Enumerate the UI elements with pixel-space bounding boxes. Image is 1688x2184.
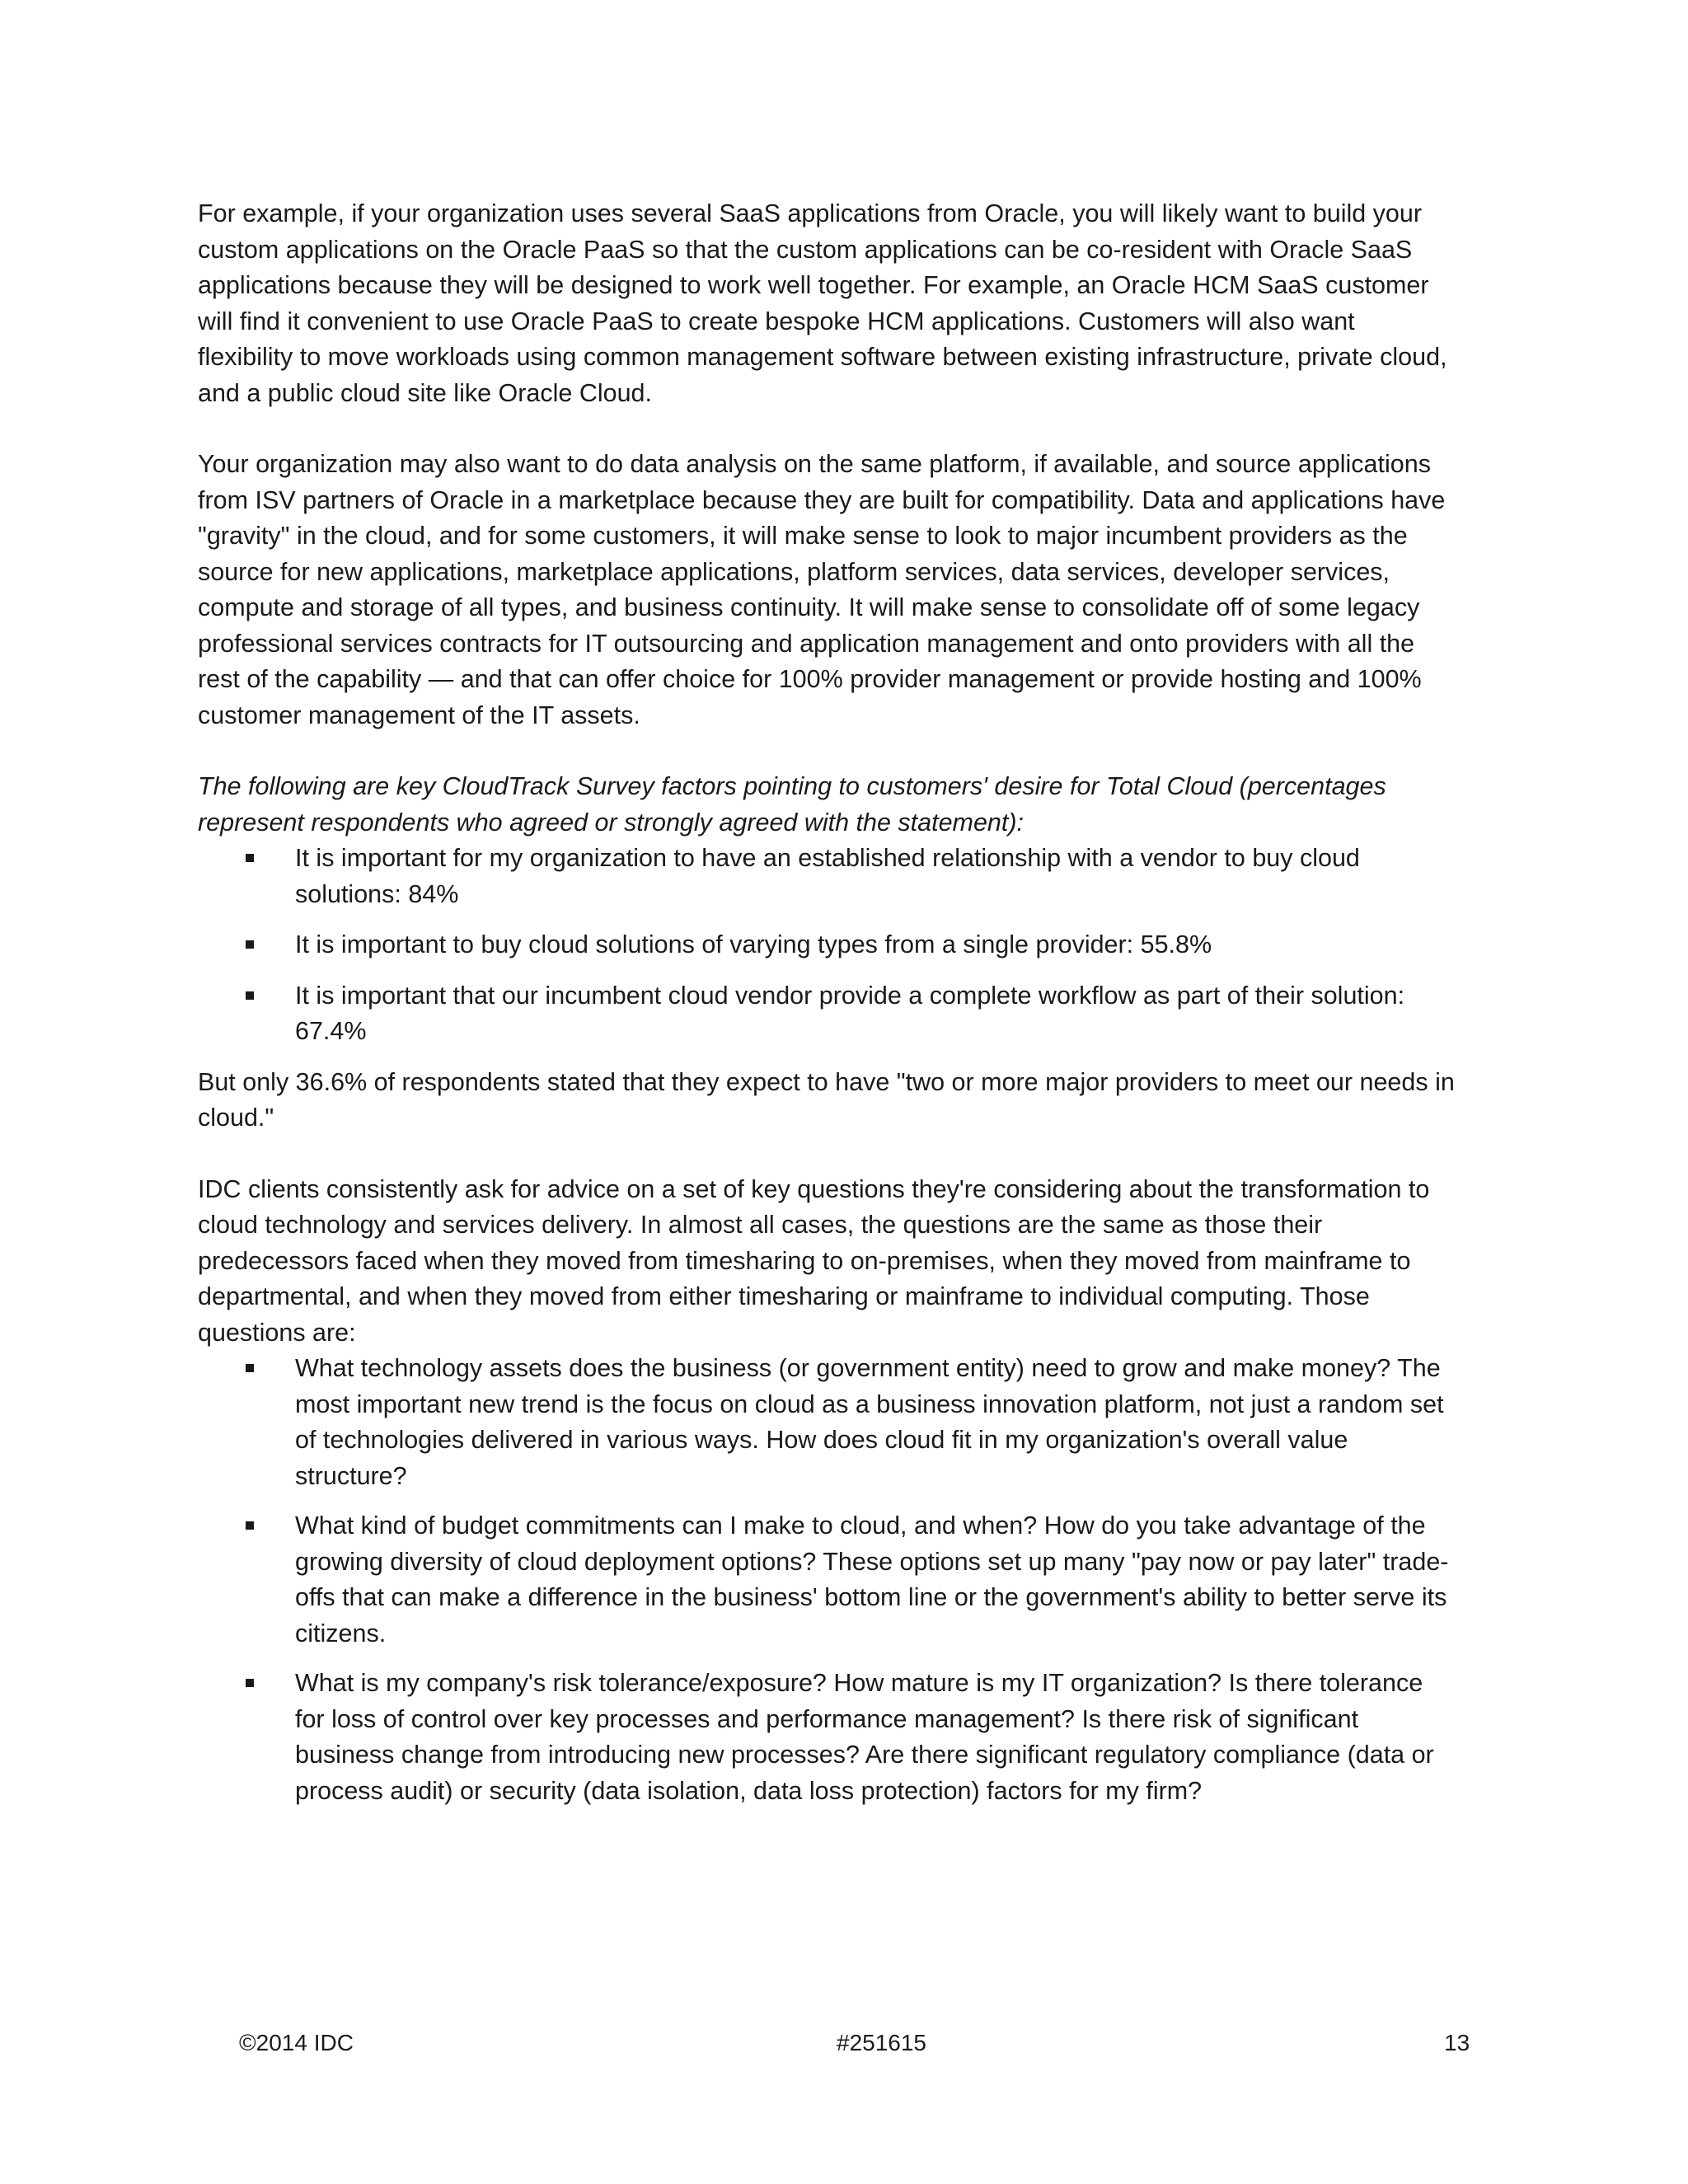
paragraph-multiple-providers: But only 36.6% of respondents stated that they expect to have "two or more major providers to meet our needs in cloud." <box>198 1067 1455 1132</box>
list-item-text: It is important that our incumbent cloud vendor provide a complete workflow as part of their solution: 67.4% <box>295 981 1405 1045</box>
list-item-text: It is important for my organization to have an established relationship with a vendor to buy cloud solutions: 84% <box>295 844 1360 908</box>
square-bullet-icon <box>246 854 254 862</box>
square-bullet-icon <box>246 1521 254 1530</box>
footer-copyright: ©2014 IDC <box>239 2030 354 2055</box>
list-item <box>198 841 1455 912</box>
footer-document-id: #251615 <box>837 2030 927 2055</box>
square-bullet-icon <box>246 940 254 949</box>
list-item <box>198 978 1455 1050</box>
survey-intro: The following are key CloudTrack Survey factors pointing to customers' desire for Total Cloud (percentages represent respondents who agreed or strongly agreed with the statement): <box>198 772 1386 837</box>
paragraph-oracle-saas-paas: For example, if your organization uses several SaaS applications from Oracle, you will likely want to build your custom applications on the Oracle PaaS so that the custom applications can be co-resident with Oracle SaaS applications because they will be designed to work well together. For example, an Oracle HCM SaaS customer will find it convenient to use Oracle PaaS to create bespoke HCM applications. Customers will also want flexibility to move workloads using common management software between existing infrastructure, private cloud, and a public cloud site like Oracle Cloud. <box>198 199 1447 407</box>
square-bullet-icon <box>246 1679 254 1687</box>
list-item <box>198 1508 1455 1652</box>
paragraph-data-gravity: Your organization may also want to do data analysis on the same platform, if available, and source applications from ISV partners of Oracle in a marketplace because they are built for compatibility. Data and applications have "gravity" in the cloud, and for some customers, it will make sense to look to major incumbent providers as the source for new applications, marketplace applications, platform services, data services, developer services, compute and storage of all types, and business continuity. It will make sense to consolidate off of some legacy professional services contracts for IT outsourcing and application management and onto providers with all the rest of the capability — and that can offer choice for 100% provider management or provide hosting and 100% customer management of the IT assets. <box>198 450 1446 729</box>
page-content <box>198 196 1455 1823</box>
list-item-text: What is my company's risk tolerance/exposure? How mature is my IT organization? Is there tolerance for loss of control over key processes and performance management? Is there risk of significant business change from introducing new processes? Are there significant regulatory compliance (data or process audit) or security (data isolation, data loss protection) factors for my firm? <box>295 1669 1434 1805</box>
key-questions-list <box>198 1351 1455 1809</box>
footer-page-number: 13 <box>1444 2030 1470 2055</box>
list-item-text: What technology assets does the business (or government entity) need to grow and make money? The most important new trend is the focus on cloud as a business innovation platform, not just a random set of technologies delivered in various ways. How does cloud fit in my organization's overall value structure? <box>295 1354 1444 1490</box>
list-item-text: It is important to buy cloud solutions of varying types from a single provider: 55.8% <box>295 930 1212 958</box>
list-item <box>198 1351 1455 1494</box>
square-bullet-icon <box>246 991 254 1000</box>
square-bullet-icon <box>246 1364 254 1372</box>
paragraph-idc-questions: IDC clients consistently ask for advice on a set of key questions they're considering about the transformation to cloud technology and services delivery. In almost all cases, the questions are the same as those their predecessors faced when they moved from timesharing to on-premises, when they moved from mainframe to departmental, and when they moved from either timesharing or mainframe to individual computing. Those questions are: <box>198 1174 1430 1347</box>
survey-factors-list <box>198 841 1455 1050</box>
list-item <box>198 927 1455 963</box>
list-item-text: What kind of budget commitments can I make to cloud, and when? How do you take advantage of the growing diversity of cloud deployment options? These options set up many "pay now or pay later" trade-offs that can make a difference in the business' bottom line or the government's ability to better serve its citizens. <box>295 1511 1449 1647</box>
list-item <box>198 1666 1455 1809</box>
